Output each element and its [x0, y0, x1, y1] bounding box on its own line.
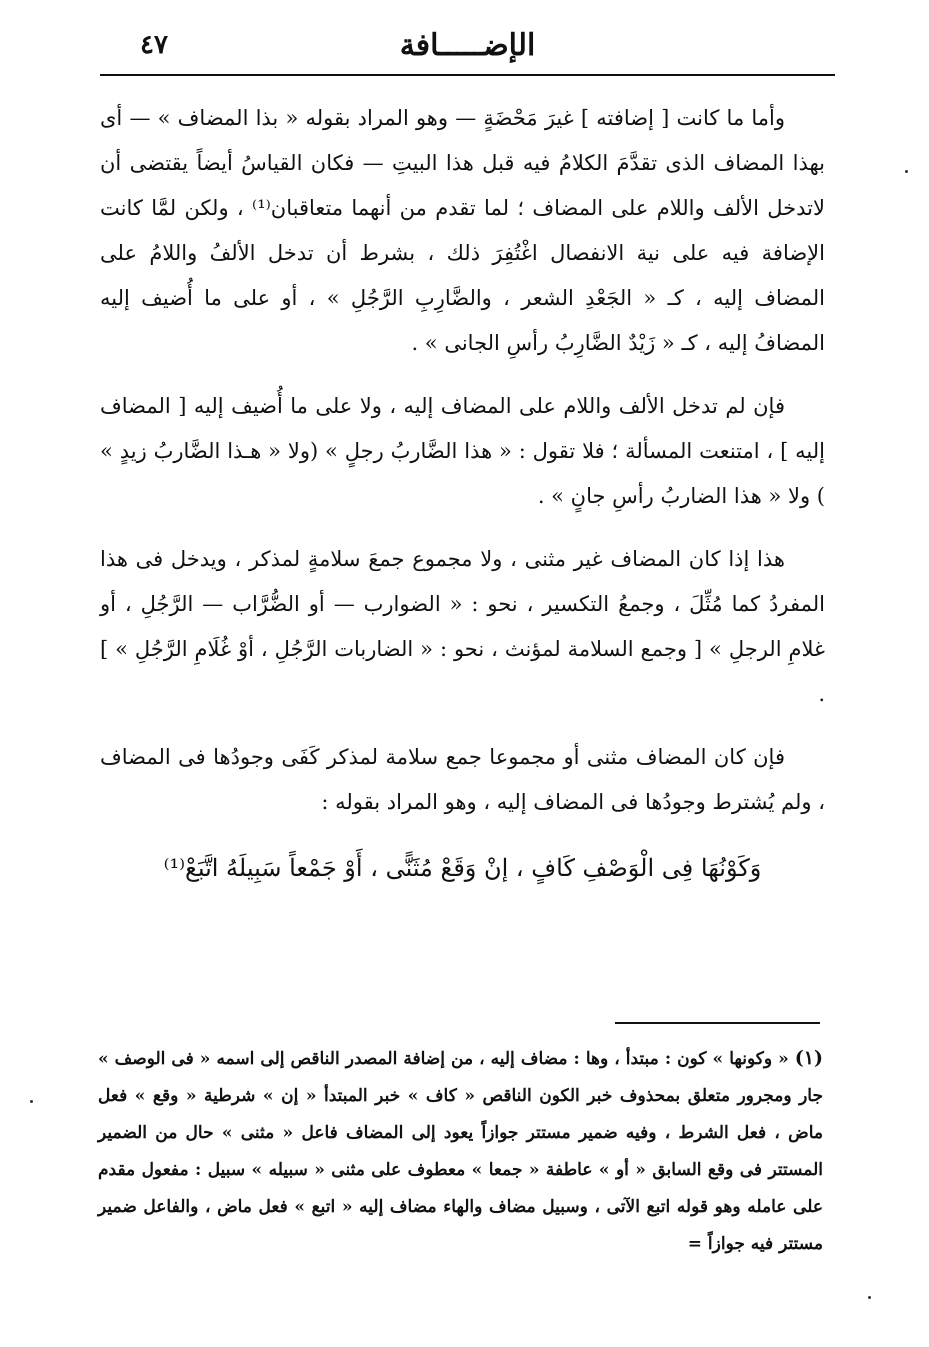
paragraph: فإن كان المضاف مثنى أو مجموعا جمع سلامة لمذكر كَفَى وجودُها فى المضاف ، ولم يُشترط وجودُها فى المضاف إليه ، وهو المراد بقوله :	[100, 745, 825, 814]
paragraph: هذا إذا كان المضاف غير مثنى ، ولا مجموع جمعَ سلامةٍ لمذكر ، ويدخل فى هذا المفردُ كما مُثِّلَ ، وجمعُ التكسير ، نحو : « الضوارب — أو الضُّرَّاب — الرَّجُلِ ، أو غلامِ الرجلِ » [ وجمع السلامة لمؤنث ، نحو : « الضاربات الرَّجُلِ ، أوْ غُلَامِ الرَّجُلِ » ] .	[100, 547, 825, 706]
scan-speck	[30, 1100, 33, 1103]
scan-speck	[868, 1296, 871, 1299]
main-text	[100, 96, 825, 893]
footnote	[98, 1040, 823, 1263]
footnote-marker: (١)	[794, 1047, 823, 1069]
footnote-text: « وكونها » كون : مبتدأ ، وها : مضاف إليه ، من إضافة المصدر الناقص إلى اسمه « فى الوصف » جار ومجرور متعلق بمحذوف خبر الكون الناقص « كاف » خبر المبتدأ « إن » شرطية « وقع » فعل ماض ، فعل الشرط ، وفيه ضمير مستتر جوازاً يعود إلى المضاف فاعل « مثنى » حال من الضمير المستتر فى وقع السابق « أو » عاطفة « جمعا » معطوف على مثنى « سبيله » سبيل : مفعول مقدم على عامله وهو قوله اتبع الآتى ، وسبيل مضاف والهاء مضاف إليه « اتبع » فعل ماض ، والفاعل ضمير مستتر فيه جوازاً =	[98, 1049, 823, 1254]
paragraph: فإن لم تدخل الألف واللام على المضاف إليه ، ولا على ما أُضيف إليه [ المضاف إليه ] ، امتنعت المسألة ؛ فلا تقول : « هذا الضَّاربُ رجلٍ » (ولا « هـذا الضَّاربُ زيدٍ » ) ولا « هذا الضاربُ رأسِ جانٍ » .	[100, 394, 825, 508]
page-header	[100, 28, 835, 72]
running-title: الإضـــــافة	[399, 28, 536, 63]
verse-line: وَكَوْنُهَا فِى الْوَصْفِ كَافٍ ، إنْ وَقَعْ مُثَنًّى ، أَوْ جَمْعاً سَبِيلَهُ اتَّبَعْ⁽¹⁾	[163, 854, 762, 882]
scan-speck	[905, 170, 908, 173]
footnote-rule	[615, 1022, 820, 1024]
paragraph: وأما ما كانت [ إضافته ] غيرَ مَحْضَةٍ — وهو المراد بقوله « بذا المضاف » — أى بهذا المضاف الذى تقدَّمَ الكلامُ فيه قبل هذا البيتِ — فكان القياسُ أيضاً يقتضى أن لاتدخل الألف واللام على المضاف ؛ لما تقدم من أنهما متعاقبان⁽¹⁾ ، ولكن لمَّا كانت الإضافة فيه على نية الانفصال اغْتُفِرَ ذلك ، بشرط أن تدخل الألفُ واللامُ على المضاف إليه ، كـ « الجَعْدِ الشعر ، والضَّارِبِ الرَّجُلِ » ، أو على ما أُضيف إليه المضافُ إليه ، كـ « زَيْدٌ الضَّارِبُ رأسِ الجانى » .	[100, 106, 826, 355]
page-number: ٤٧	[140, 30, 168, 60]
header-rule	[100, 74, 835, 76]
